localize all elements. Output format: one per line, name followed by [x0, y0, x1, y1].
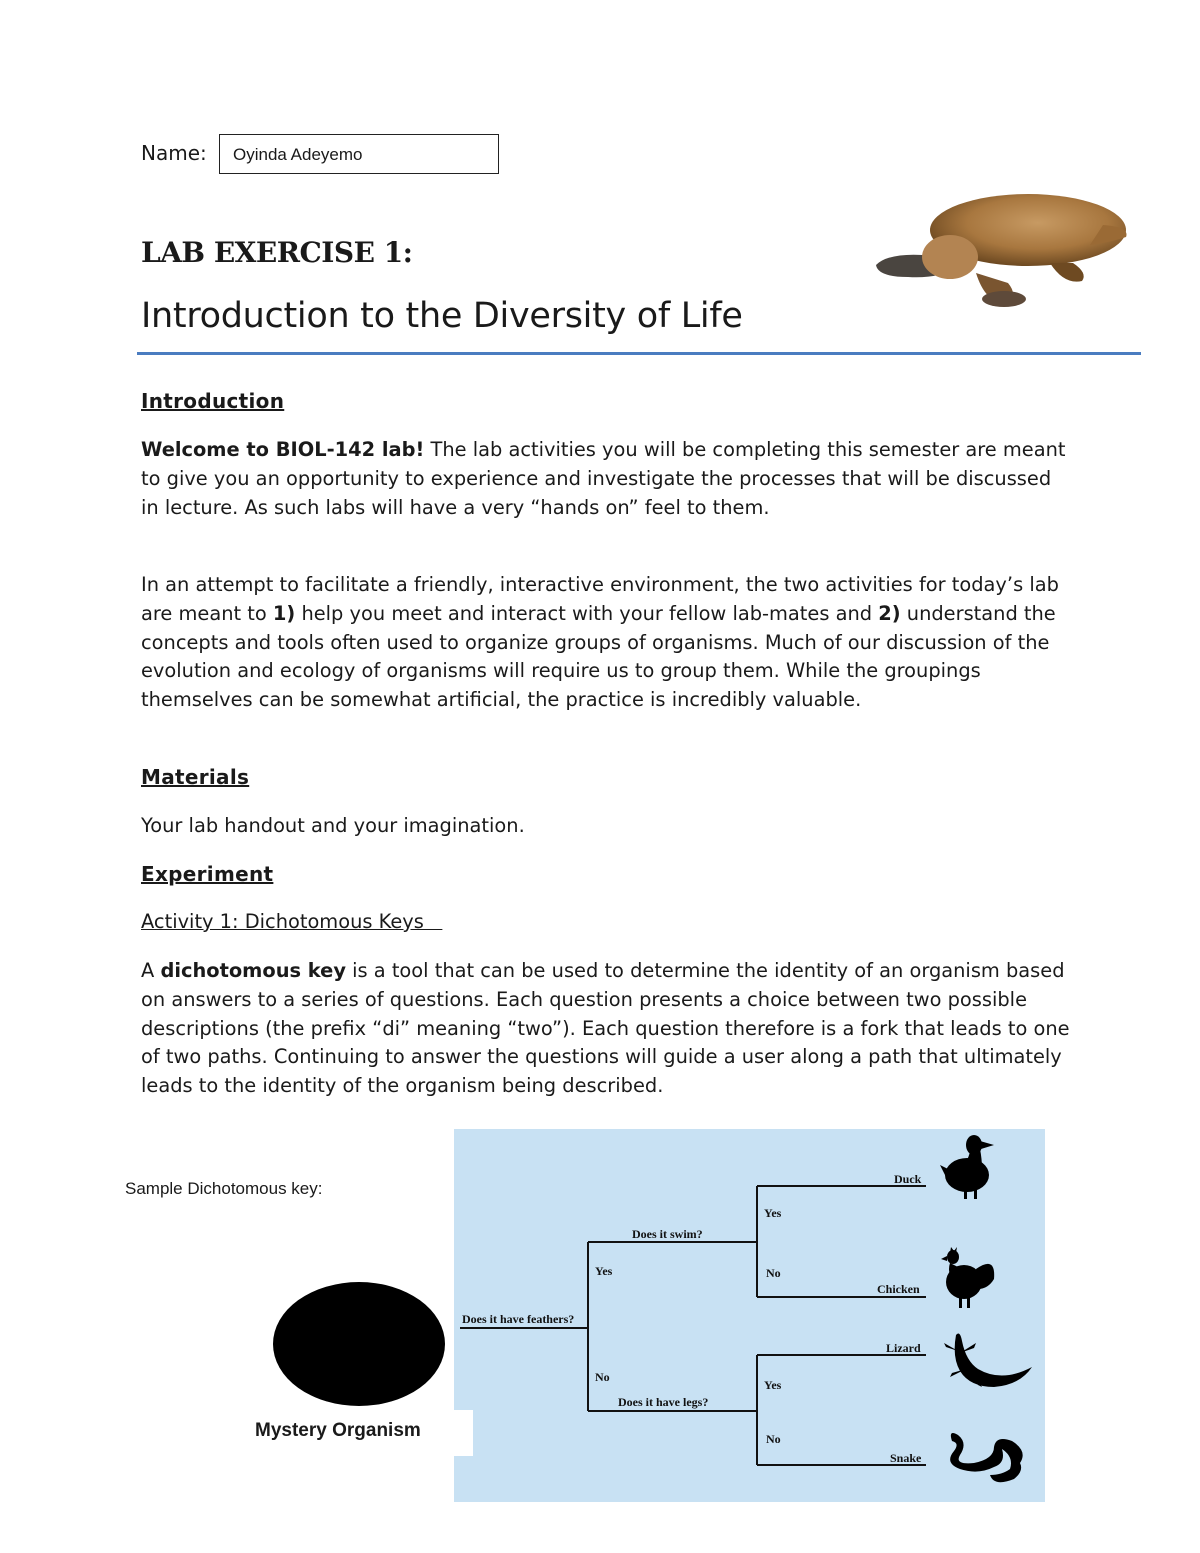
answer-yes-feathers: Yes — [595, 1264, 613, 1278]
intro-p2-text-c: understand the concepts and tools often used to organize groups of organisms. Much of our discussion of the evolution and ecology of organisms will require us to group them. While the groupings themselves can be somewhat artificial, the practice is incredibly valuable. — [141, 601, 1056, 712]
name-field[interactable]: Oyinda Adeyemo — [219, 134, 499, 174]
intro-paragraph-2 — [141, 571, 1071, 715]
duck-icon — [940, 1135, 994, 1199]
intro-p2-number-1: 1) — [272, 601, 296, 625]
intro-p2-text-a: In an attempt to facilitate a friendly, interactive environment, the two activities for today’s lab are meant to — [141, 573, 1059, 625]
dk-text-a: A — [141, 959, 161, 982]
intro-p2-number-2: 2) — [878, 601, 901, 625]
question-feathers: Does it have feathers? — [462, 1312, 575, 1326]
experiment-heading: Experiment — [141, 862, 274, 886]
answer-no-swim: No — [766, 1266, 781, 1280]
result-chicken: Chicken — [877, 1282, 920, 1296]
platypus-image — [868, 185, 1133, 310]
answer-no-legs: No — [766, 1432, 781, 1446]
title-rule — [137, 352, 1141, 355]
answer-no-feathers: No — [595, 1370, 610, 1384]
answer-yes-legs: Yes — [764, 1378, 782, 1392]
question-swim: Does it swim? — [632, 1227, 703, 1241]
activity-1-heading: Activity 1: Dichotomous Keys — [141, 910, 443, 933]
result-duck: Duck — [894, 1172, 922, 1186]
lab-exercise-label: LAB EXERCISE 1: — [141, 236, 413, 269]
introduction-heading: Introduction — [141, 389, 285, 413]
mystery-organism-label: Mystery Organism — [255, 1420, 421, 1441]
welcome-text: The lab activities you will be completing this semester are meant to give you an opportunity to experience and investigate the processes that will be discussed in lecture. As such labs will have a very “hands on” feel to them. — [141, 438, 1066, 519]
dk-bold-term: dichotomous key — [160, 959, 346, 982]
materials-text: Your lab handout and your imagination. — [141, 814, 525, 837]
snake-icon — [950, 1433, 1023, 1482]
dk-text-b: is a tool that can be used to determine the identity of an organism based on answers to a series of questions. Each question presents a choice between two possible descriptions (the prefix “di” meaning “two”). Each question therefore is a fork that leads to one of two paths. Continuing to answer the questions will guide a user along a path that ultimately leads to the identity of the organism being described. — [141, 959, 1070, 1098]
result-snake: Snake — [890, 1451, 922, 1465]
lizard-icon — [944, 1333, 1032, 1387]
intro-paragraph-1 — [141, 436, 1071, 522]
answer-yes-swim: Yes — [764, 1206, 782, 1220]
mystery-organism-blob — [273, 1282, 445, 1406]
dichotomous-key-diagram — [454, 1129, 1045, 1502]
result-lizard: Lizard — [886, 1341, 921, 1355]
welcome-bold: Welcome to BIOL-142 lab! — [141, 438, 425, 461]
chicken-icon — [941, 1247, 994, 1308]
question-legs: Does it have legs? — [618, 1395, 709, 1409]
materials-heading: Materials — [141, 765, 250, 789]
name-label: Name: — [141, 141, 207, 165]
intro-p2-text-b: help you meet and interact with your fellow lab-mates and — [295, 601, 879, 625]
page-title: Introduction to the Diversity of Life — [141, 296, 743, 336]
dichotomous-key-paragraph — [141, 957, 1071, 1101]
sample-key-label: Sample Dichotomous key: — [125, 1179, 323, 1198]
